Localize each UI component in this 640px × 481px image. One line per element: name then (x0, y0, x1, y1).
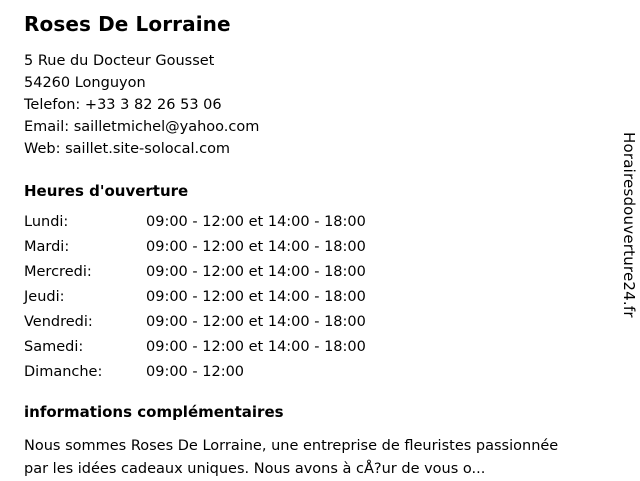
additional-info-heading: informations complémentaires (24, 403, 284, 421)
hours-day-label: Mardi: (24, 239, 70, 255)
opening-hours-heading: Heures d'ouverture (24, 182, 189, 200)
address-line-phone: Telefon: +33 3 82 26 53 06 (24, 97, 222, 113)
hours-day-label: Vendredi: (24, 314, 93, 330)
hours-time-value: 09:00 - 12:00 et 14:00 - 18:00 (146, 214, 366, 230)
hours-time-value: 09:00 - 12:00 et 14:00 - 18:00 (146, 264, 366, 280)
table-row (24, 339, 366, 364)
table-row (24, 239, 366, 264)
hours-day-label: Samedi: (24, 339, 84, 355)
additional-info-text: Nous sommes Roses De Lorraine, une entreprise de fleuristes passionnée par les idées cadeaux uniques. Nous avons à cÅ?ur de vous o... (24, 438, 559, 477)
hours-time-value: 09:00 - 12:00 et 14:00 - 18:00 (146, 239, 366, 255)
address-block (24, 50, 584, 160)
site-watermark: Horairesdouverture24.fr (620, 132, 638, 318)
hours-time-value: 09:00 - 12:00 (146, 364, 245, 380)
hours-day-label: Dimanche: (24, 364, 103, 380)
address-line-street: 5 Rue du Docteur Gousset (24, 53, 215, 69)
hours-day-label: Mercredi: (24, 264, 92, 280)
table-row (24, 289, 366, 314)
opening-hours-table (24, 214, 366, 389)
table-row (24, 364, 366, 389)
address-line-email: Email: sailletmichel@yahoo.com (24, 119, 260, 135)
table-row (24, 214, 366, 239)
hours-time-value: 09:00 - 12:00 et 14:00 - 18:00 (146, 339, 366, 355)
hours-time-value: 09:00 - 12:00 et 14:00 - 18:00 (146, 314, 366, 330)
hours-day-label: Jeudi: (24, 289, 65, 305)
hours-time-value: 09:00 - 12:00 et 14:00 - 18:00 (146, 289, 366, 305)
hours-day-label: Lundi: (24, 214, 69, 230)
address-line-city: 54260 Longuyon (24, 75, 146, 91)
address-line-web: Web: saillet.site-solocal.com (24, 141, 231, 157)
table-row (24, 264, 366, 289)
page-title: Roses De Lorraine (24, 12, 231, 36)
business-info-block (24, 0, 584, 481)
table-row (24, 314, 366, 339)
